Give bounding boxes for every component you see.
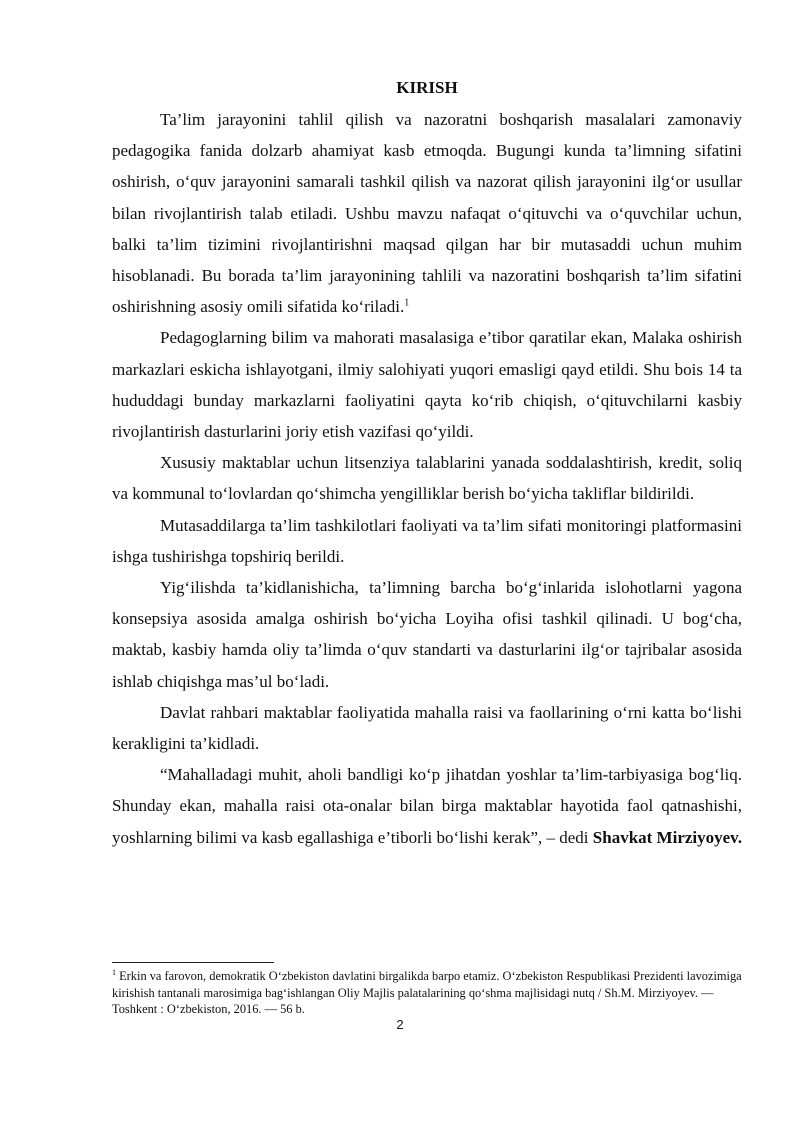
paragraph-7 — [112, 759, 742, 853]
section-title: KIRISH — [396, 78, 458, 97]
paragraph-2: Pedagoglarning bilim va mahorati masalasiga e’tibor qaratilar ekan, Malaka oshirish markazlari eskicha ishlayotgani, ilmiy salohiyati yuqori emasligi qayd etildi. Shu bois 14 ta hududdagi bunday markazlarni faoliyatini qayta ko‘rib chiqish, o‘qituvchilarni kasbiy rivojlantirish dasturlarini joriy etish vazifasi qo‘yildi. — [112, 328, 742, 442]
footnote-reference[interactable]: 1 — [404, 297, 410, 309]
paragraph-1 — [112, 104, 742, 322]
paragraph-4: Mutasaddilarga ta’lim tashkilotlari faoliyati va ta’lim sifati monitoringi platformasini ishga tushirishga topshiriq berildi. — [112, 515, 742, 566]
page-number: 2 — [396, 1017, 404, 1032]
quote-text: “Mahalladagi muhit, aholi bandligi ko‘p jihatdan yoshlar ta’lim-tarbiyasiga bog‘liq. Shunday ekan, mahalla raisi ota-onalar bilan birga maktablar hayotida faol qatnashishi, yoshlarning bilimi va kasb egallashiga e’tiborli bo‘lishi kerak”, – dedi — [112, 765, 742, 847]
paragraph-6: Davlat rahbari maktablar faoliyatida mahalla raisi va faollarining o‘rni katta bo‘lishi kerakligini ta’kidladi. — [112, 702, 742, 754]
footnote-text: Erkin va farovon, demokratik O‘zbekiston davlatini birgalikda barpo etamiz. O‘zbekiston Respublikasi Prezidenti lavozimiga kirishish tantanali marosimiga bag‘ishlangan Oliy Majlis palatalarining qo‘shma majlisidagi nutq / Sh.M. Mirziyoyev. — Toshkent : O‘zbekiston, 2016. — 56 b. — [112, 969, 742, 1016]
paragraph-1-text: Ta’lim jarayonini tahlil qilish va nazoratni boshqarish masalalari zamonaviy pedagogika fanida dolzarb ahamiyat kasb etmoqda. Bugungi kunda ta’limning sifatini oshirish, o‘quv jarayonini samarali tashkil qilish va nazorat qilish jarayonini ilg‘or usullar bilan rivojlantirish talab etiladi. Ushbu mavzu nafaqat o‘qituvchi va o‘quvchilar uchun, balki ta’lim tizimini rivojlantirishni maqsad qilgan har bir mutasaddi uchun muhim hisoblanadi. Bu borada ta’lim jarayonining tahlili va nazoratini boshqarish ta’lim sifatini oshirishning asosiy omili sifatida ko‘riladi. — [112, 110, 742, 317]
paragraph-5: Yig‘ilishda ta’kidlanishicha, ta’limning barcha bo‘g‘inlarida islohotlarni yagona konsepsiya asosida amalga oshirish bo‘yicha Loyiha ofisi tashkil qilinadi. U bog‘cha, maktab, kasbiy hamda oliy ta’limda o‘quv standarti va dasturlarini ilg‘or tajribalar asosida ishlab chiqishga mas’ul bo‘ladi. — [112, 578, 742, 691]
footnote-separator — [112, 962, 274, 963]
paragraph-3: Xususiy maktablar uchun litsenziya talablarini yanada soddalashtirish, kredit, soliq va kommunal to‘lovlardan qo‘shimcha yengilliklar berish bo‘yicha takliflar bildirildi. — [112, 453, 742, 504]
footnote — [112, 968, 742, 1018]
quote-author: Shavkat Mirziyoyev. — [592, 827, 742, 847]
footnote-marker: 1 — [112, 967, 116, 977]
body-text — [112, 104, 742, 853]
